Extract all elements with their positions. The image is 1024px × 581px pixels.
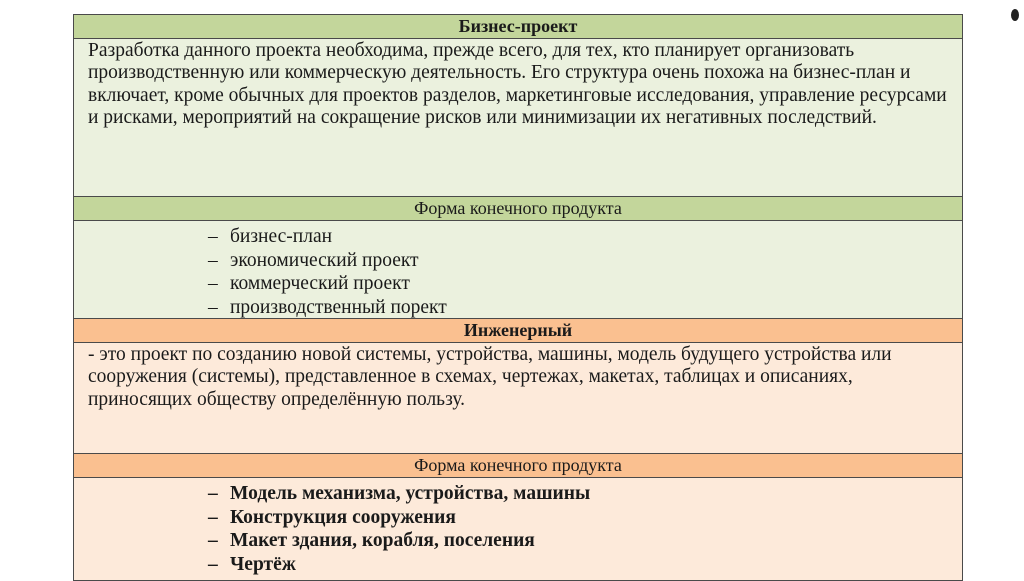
list-item-text: Макет здания, корабля, поселения xyxy=(230,530,535,551)
list-item xyxy=(208,482,962,506)
engineering-product-header: Форма конечного продукта xyxy=(74,454,962,478)
engineering-description: - это проект по созданию новой системы, устройства, машины, модель будущего устройства или сооружения (системы), представленное в схемах, чертежах, макетах, таблицах и описаниях, приносящих обществу определённую пользу. xyxy=(74,343,962,454)
engineering-product-list xyxy=(74,478,962,580)
list-item-text: Конструкция сооружения xyxy=(230,506,456,528)
dash-marker: – xyxy=(208,226,218,247)
list-item-text: коммерческий проект xyxy=(230,273,410,294)
dash-marker: – xyxy=(208,273,218,294)
business-description: Разработка данного проекта необходима, прежде всего, для тех, кто планирует организовать производственную или коммерческую деятельность. Его структура очень похожа на бизнес-план и включает, кроме обычных для проектов разделов, маркетинговые исследования, управление ресурсами и рисками, мероприятий на сокращение рисков или минимизации их негативных последствий. xyxy=(74,39,962,197)
list-item-text: бизнес-план xyxy=(230,226,333,247)
dash-marker: – xyxy=(208,483,218,504)
list-item xyxy=(208,553,962,577)
business-title: Бизнес-проект xyxy=(74,15,962,39)
list-item xyxy=(208,296,962,320)
list-item xyxy=(208,249,962,273)
list-item-text: Модель механизма, устройства, машины xyxy=(230,483,591,504)
business-product-header: Форма конечного продукта xyxy=(74,197,962,221)
dash-marker: – xyxy=(208,249,218,271)
list-item-text: производственный порект xyxy=(230,296,447,318)
dash-marker: – xyxy=(208,530,218,551)
list-item xyxy=(208,272,962,296)
business-product-list xyxy=(74,221,962,323)
dash-marker: – xyxy=(208,553,218,575)
list-item-text: экономический проект xyxy=(230,249,419,271)
engineering-title: Инженерный xyxy=(74,319,962,343)
business-project-table xyxy=(73,14,963,324)
list-item xyxy=(208,529,962,553)
engineering-project-table xyxy=(73,318,963,581)
corner-mark xyxy=(1011,9,1019,21)
dash-marker: – xyxy=(208,506,218,528)
dash-marker: – xyxy=(208,296,218,318)
list-item xyxy=(208,225,962,249)
list-item xyxy=(208,506,962,530)
list-item-text: Чертёж xyxy=(230,553,296,575)
